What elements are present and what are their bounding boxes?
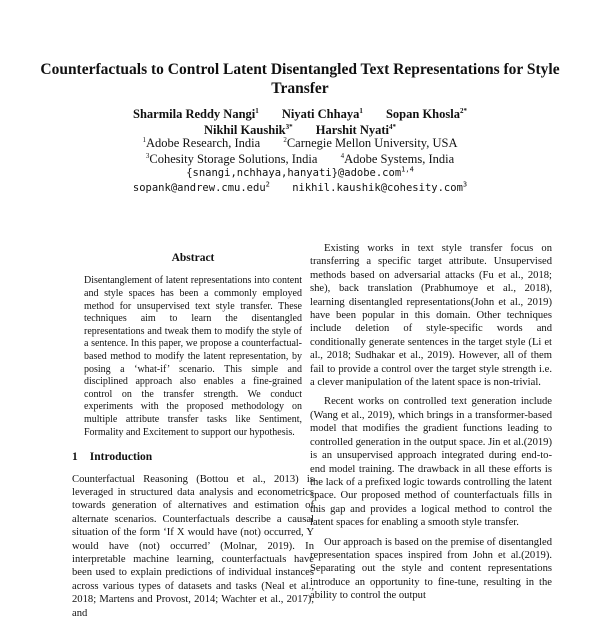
author-name: Sharmila Reddy Nangi$^1$ — [133, 106, 259, 121]
affiliation-line-2 — [40, 152, 560, 168]
affiliation: $^2$Carnegie Mellon University, USA — [283, 135, 458, 150]
author-name: Harshit Nyati$^{4*}$ — [315, 122, 397, 137]
author-name: Sopan Khosla$^{2*}$ — [385, 106, 467, 121]
author-name: Nikhil Kaushik$^{3*}$ — [203, 122, 293, 137]
author-name: Niyati Chhaya$^1$ — [281, 106, 363, 121]
email-address: sopank@andrew.cmu.edu$^2$ — [132, 180, 270, 194]
email-address: nikhil.kaushik@cohesity.com$^3$ — [292, 180, 468, 194]
affiliation: $^1$Adobe Research, India — [142, 135, 261, 150]
section-number: 1 — [72, 451, 78, 464]
email-address: {snangi,nchhaya,hanyati}@adobe.com$^{1,4}$ — [186, 165, 414, 179]
affiliation: $^3$Cohesity Storage Solutions, India — [145, 151, 318, 166]
body-paragraph: Existing works in text style transfer focus on transferring a specific target attribute. Unsupervised methods based on adversarial attacks (Fu et al., 2018; she), back translation (Prabhumoye et al., 2018), learning disentangled representations(John et al., 2019) have been popular in this domain. Other techniques include deletion of style-specific words and conditionally generate sentences in the target style (Li et al., 2018; Sudhakar et al., 2019). However, all of them fail to provide a control over the target style strength i.e. a clever manipulation of the latent space is non-trivial. — [310, 243, 552, 389]
abstract-text: Disentanglement of latent representations into content and style spaces has been a commonly employed method for unsupervised text style transfer. These techniques aim to learn the disentangled representations and tweak them to modify the style of a sentence. In this paper, we propose a counterfactual-based method to modify the latent representation, by posing a ‘what-if’ scenario. This simple and disciplined approach also enables a fine-grained control on the transfer strength. We conduct experiments with the proposed methodology on multiple attribute transfer tasks like Sentiment, Formality and Excitement to support our hypothesis. — [84, 275, 302, 438]
body-paragraph: Recent works on controlled text generation include (Wang et al., 2019), which brings in a transformer-based model that modifies the gradient functions leading to controlled generation in the output space. Jin et al.(2019) is an unsupervised approach integrated during end-to-end model training. The drawback in all these efforts is the lack of a prefixed logic towards controlling the latent space. Our proposed method of counterfactuals fills in this gap and provides a logical method to control the latent spaces for enabling a smooth style transfer. — [310, 396, 552, 529]
affiliation-line-1 — [40, 136, 560, 152]
author-line-1 — [40, 106, 560, 122]
affiliation: $^4$Adobe Systems, India — [340, 151, 455, 166]
body-paragraph: Our approach is based on the premise of disentangled representation spaces inspired from John et al.(2019). Separating out the style and content representations introduce an opportunity to fine-tune, resulting in the ability to control the output — [310, 536, 552, 602]
paper-title: Counterfactuals to Control Latent Disentangled Text Representations for Style Transfer — [40, 61, 560, 97]
right-column — [310, 242, 552, 603]
email-line-2 — [40, 181, 560, 196]
email-list — [40, 166, 560, 196]
author-list — [40, 106, 560, 138]
section-heading — [72, 451, 314, 464]
email-line-1 — [40, 166, 560, 181]
affiliation-list — [40, 136, 560, 167]
intro-paragraph: Counterfactual Reasoning (Bottou et al., 2013) is leveraged in structured data analysis and econometrics towards generation of alternatives and estimation of alternate scenarios. Counterfactuals describe a causal situation of the form ‘If X would have (not) occurred, Y would have (not) occurred’ (Molnar, 2019). In interpretable machine learning, counterfactuals have been used to explain predictions of individual instances across various types of datasets and tasks (Neal et al., 2018; Martens and Provost, 2014; Wachter et al., 2017), and — [72, 473, 314, 619]
left-column — [72, 242, 314, 620]
section-title: Introduction — [89, 451, 153, 464]
abstract-heading: Abstract — [171, 252, 215, 264]
